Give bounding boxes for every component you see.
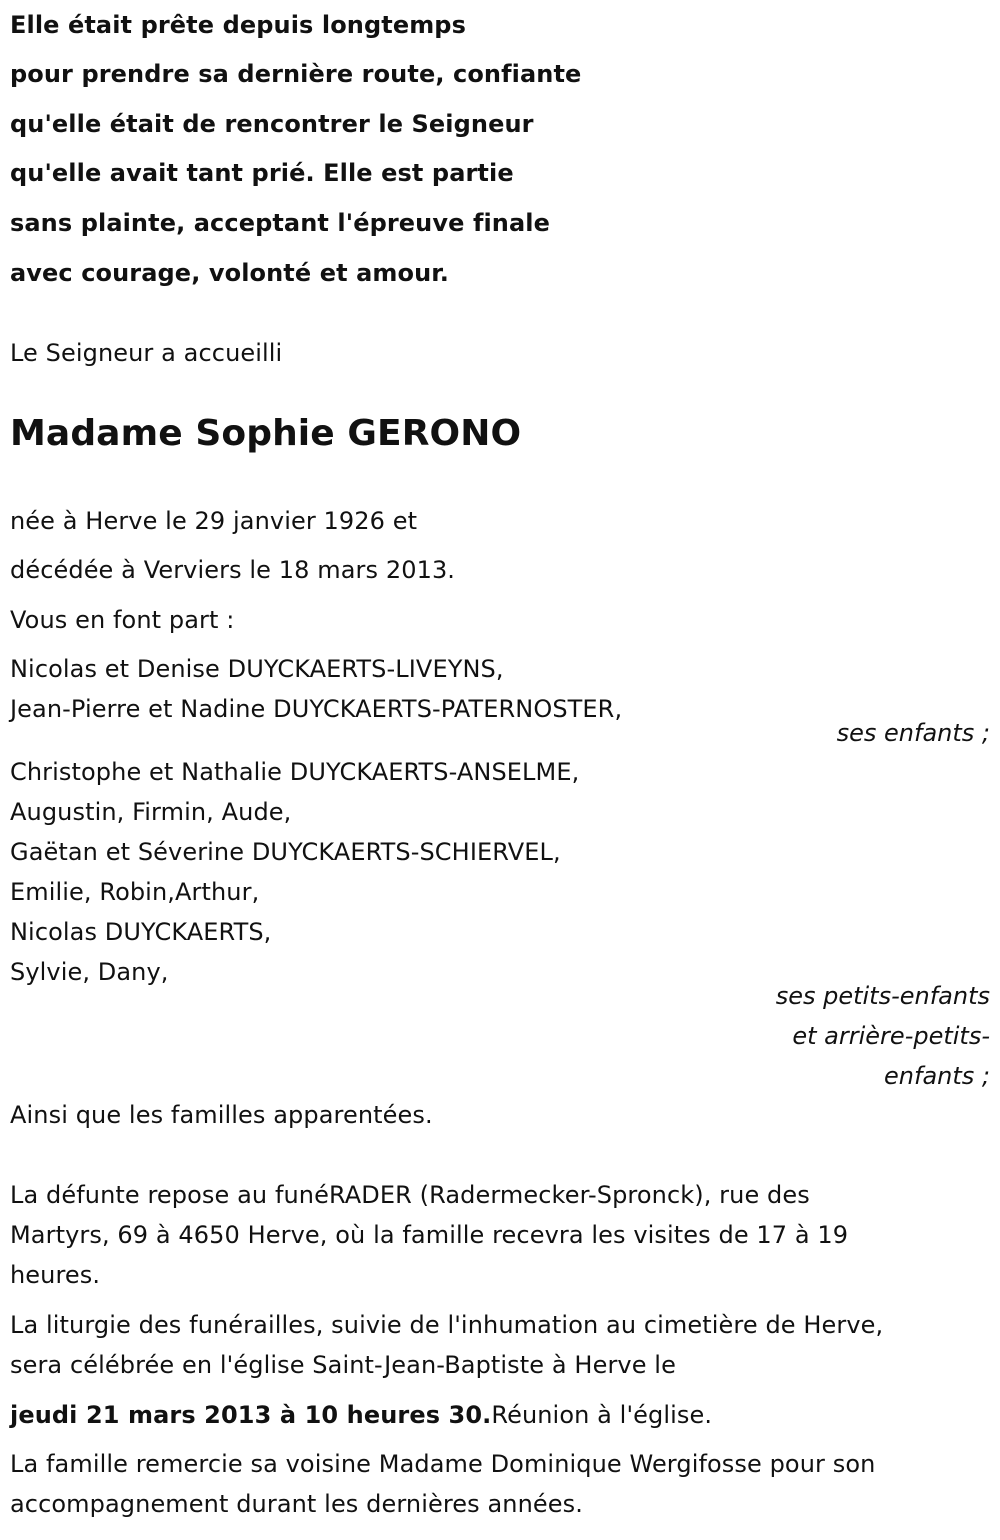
list-item: Jean-Pierre et Nadine DUYCKAERTS-PATERNOSTER, [10, 695, 623, 723]
funeral-date-line [10, 1400, 712, 1430]
label-line: et arrière-petits- [792, 1022, 990, 1050]
list-item: Nicolas et Denise DUYCKAERTS-LIVEYNS, [10, 655, 504, 683]
list-item: Emilie, Robin,Arthur, [10, 878, 260, 906]
children-label: ses enfants ; [836, 719, 990, 747]
deceased-name: Madame Sophie GERONO [10, 413, 522, 454]
label-line: ses petits-enfants [775, 982, 990, 1010]
meeting-note: Réunion à l'église. [491, 1401, 713, 1429]
intro-text: Le Seigneur a accueilli [10, 339, 283, 367]
paragraph-line: accompagnement durant les dernières années. [10, 1490, 583, 1518]
poem-line: Elle était prête depuis longtemps [10, 11, 466, 39]
paragraph-line: sera célébrée en l'église Saint-Jean-Baptiste à Herve le [10, 1351, 676, 1379]
death-line: décédée à Verviers le 18 mars 2013. [10, 556, 456, 584]
list-item: Sylvie, Dany, [10, 958, 169, 986]
paragraph-line: Martyrs, 69 à 4650 Herve, où la famille recevra les visites de 17 à 19 [10, 1221, 849, 1249]
list-item: Gaëtan et Séverine DUYCKAERTS-SCHIERVEL, [10, 838, 561, 866]
paragraph-line: La famille remercie sa voisine Madame Dominique Wergifosse pour son [10, 1450, 876, 1478]
announce-line: Vous en font part : [10, 606, 235, 634]
poem-line: avec courage, volonté et amour. [10, 259, 450, 287]
poem-line: qu'elle était de rencontrer le Seigneur [10, 110, 534, 138]
paragraph-line: La défunte repose au funéRADER (Radermecker-Spronck), rue des [10, 1181, 810, 1209]
paragraph-line: heures. [10, 1261, 101, 1289]
poem-line: qu'elle avait tant prié. Elle est partie [10, 159, 514, 187]
birth-line: née à Herve le 29 janvier 1926 et [10, 507, 418, 535]
poem-line: pour prendre sa dernière route, confiante [10, 60, 582, 88]
label-line: enfants ; [884, 1062, 990, 1090]
list-item: Nicolas DUYCKAERTS, [10, 918, 272, 946]
list-item: Christophe et Nathalie DUYCKAERTS-ANSELME, [10, 758, 580, 786]
list-item: Augustin, Firmin, Aude, [10, 798, 292, 826]
funeral-date: jeudi 21 mars 2013 à 10 heures 30. [10, 1401, 492, 1429]
families-line: Ainsi que les familles apparentées. [10, 1101, 433, 1129]
paragraph-line: La liturgie des funérailles, suivie de l'inhumation au cimetière de Herve, [10, 1311, 884, 1339]
poem-line: sans plainte, acceptant l'épreuve finale [10, 209, 550, 237]
